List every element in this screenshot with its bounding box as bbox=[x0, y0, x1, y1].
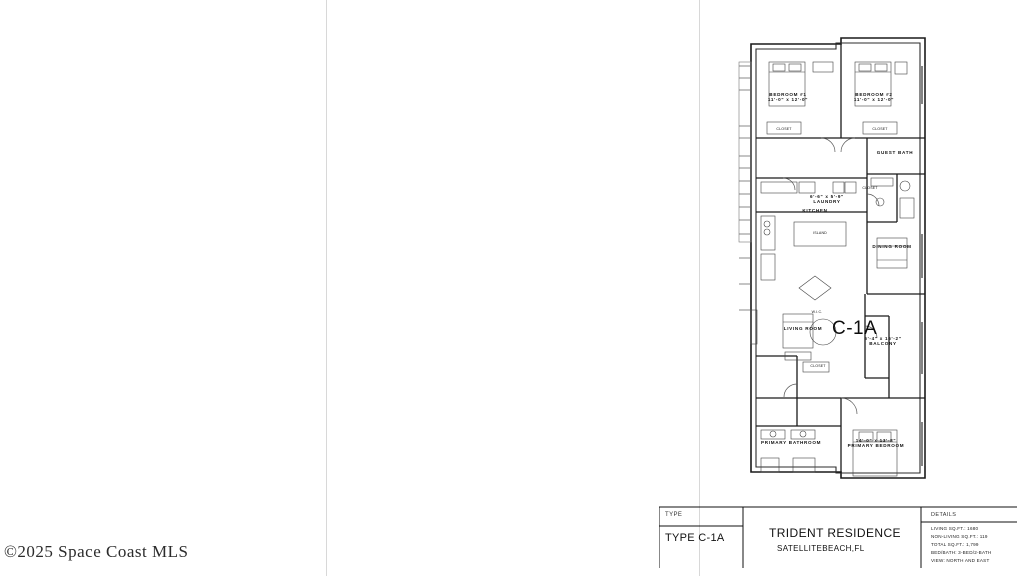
room-label-dining-room bbox=[871, 244, 913, 249]
room-label-bedroom-1 bbox=[759, 92, 817, 103]
annotation-closet-1: CLOSET bbox=[776, 127, 792, 131]
room-name: PRIMARY BEDROOM bbox=[847, 443, 905, 449]
room-dim: 14'-0" x 13'-8" bbox=[855, 438, 897, 443]
annotation-wic: W.I.C. bbox=[811, 310, 823, 314]
room-label-primary-bedroom bbox=[845, 438, 907, 449]
title-block bbox=[659, 506, 1017, 568]
titleblock-type-label: TYPE bbox=[665, 512, 683, 518]
room-label-primary-bathroom bbox=[761, 440, 822, 445]
detail-living-sqft: LIVING SQ.FT.: 1680 bbox=[931, 526, 979, 531]
annotation-closet-3: CLOSET bbox=[862, 186, 878, 190]
room-name: BEDROOM #1 bbox=[769, 92, 807, 97]
room-name: PRIMARY BATHROOM bbox=[761, 440, 822, 445]
project-location: SATELLITEBEACH,FL bbox=[777, 544, 865, 553]
room-label-guest-bath bbox=[869, 150, 921, 155]
plan-sheet bbox=[326, 0, 992, 576]
annotation-closet-4: CLOSET bbox=[810, 364, 826, 368]
room-name: KITCHEN bbox=[802, 208, 828, 213]
annotation-island: ISLAND bbox=[813, 231, 827, 235]
mls-watermark: ©2025 Space Coast MLS bbox=[4, 542, 189, 561]
details-label: DETAILS bbox=[931, 512, 957, 518]
room-label-bedroom-2 bbox=[845, 92, 903, 103]
detail-total-sqft: TOTAL SQ.FT.: 1,799 bbox=[931, 542, 979, 547]
detail-bed-bath: BED/BATH: 3-BED/2-BATH bbox=[931, 550, 992, 555]
titleblock-type-value: TYPE C-1A bbox=[665, 532, 725, 544]
room-name: BEDROOM #2 bbox=[855, 92, 893, 97]
room-name: LIVING ROOM bbox=[783, 326, 823, 331]
room-name: LAUNDRY bbox=[813, 199, 841, 205]
room-dim: 6'-6" x 5'-9" bbox=[809, 194, 845, 199]
unit-tag: C-1A bbox=[832, 318, 878, 339]
room-label-kitchen bbox=[785, 208, 845, 213]
annotation-closet-2: CLOSET bbox=[872, 127, 888, 131]
room-name: DINING ROOM bbox=[872, 244, 912, 249]
room-name: GUEST BATH bbox=[876, 150, 914, 155]
detail-view: VIEW: NORTH AND EAST bbox=[931, 558, 990, 563]
room-dim: 6'-4" x 16'-2" bbox=[864, 336, 902, 341]
project-name: TRIDENT RESIDENCE bbox=[769, 526, 901, 540]
room-name: BALCONY bbox=[869, 341, 897, 347]
room-dim: 11'-0" x 12'-0" bbox=[853, 97, 895, 103]
room-label-laundry bbox=[799, 194, 855, 205]
room-label-living-room bbox=[781, 326, 825, 331]
room-dim: 11'-0" x 12'-0" bbox=[767, 97, 809, 103]
floor-plan-drawing bbox=[737, 26, 942, 491]
detail-nonliving-sqft: NON-LIVING SQ.FT.: 119 bbox=[931, 534, 988, 539]
